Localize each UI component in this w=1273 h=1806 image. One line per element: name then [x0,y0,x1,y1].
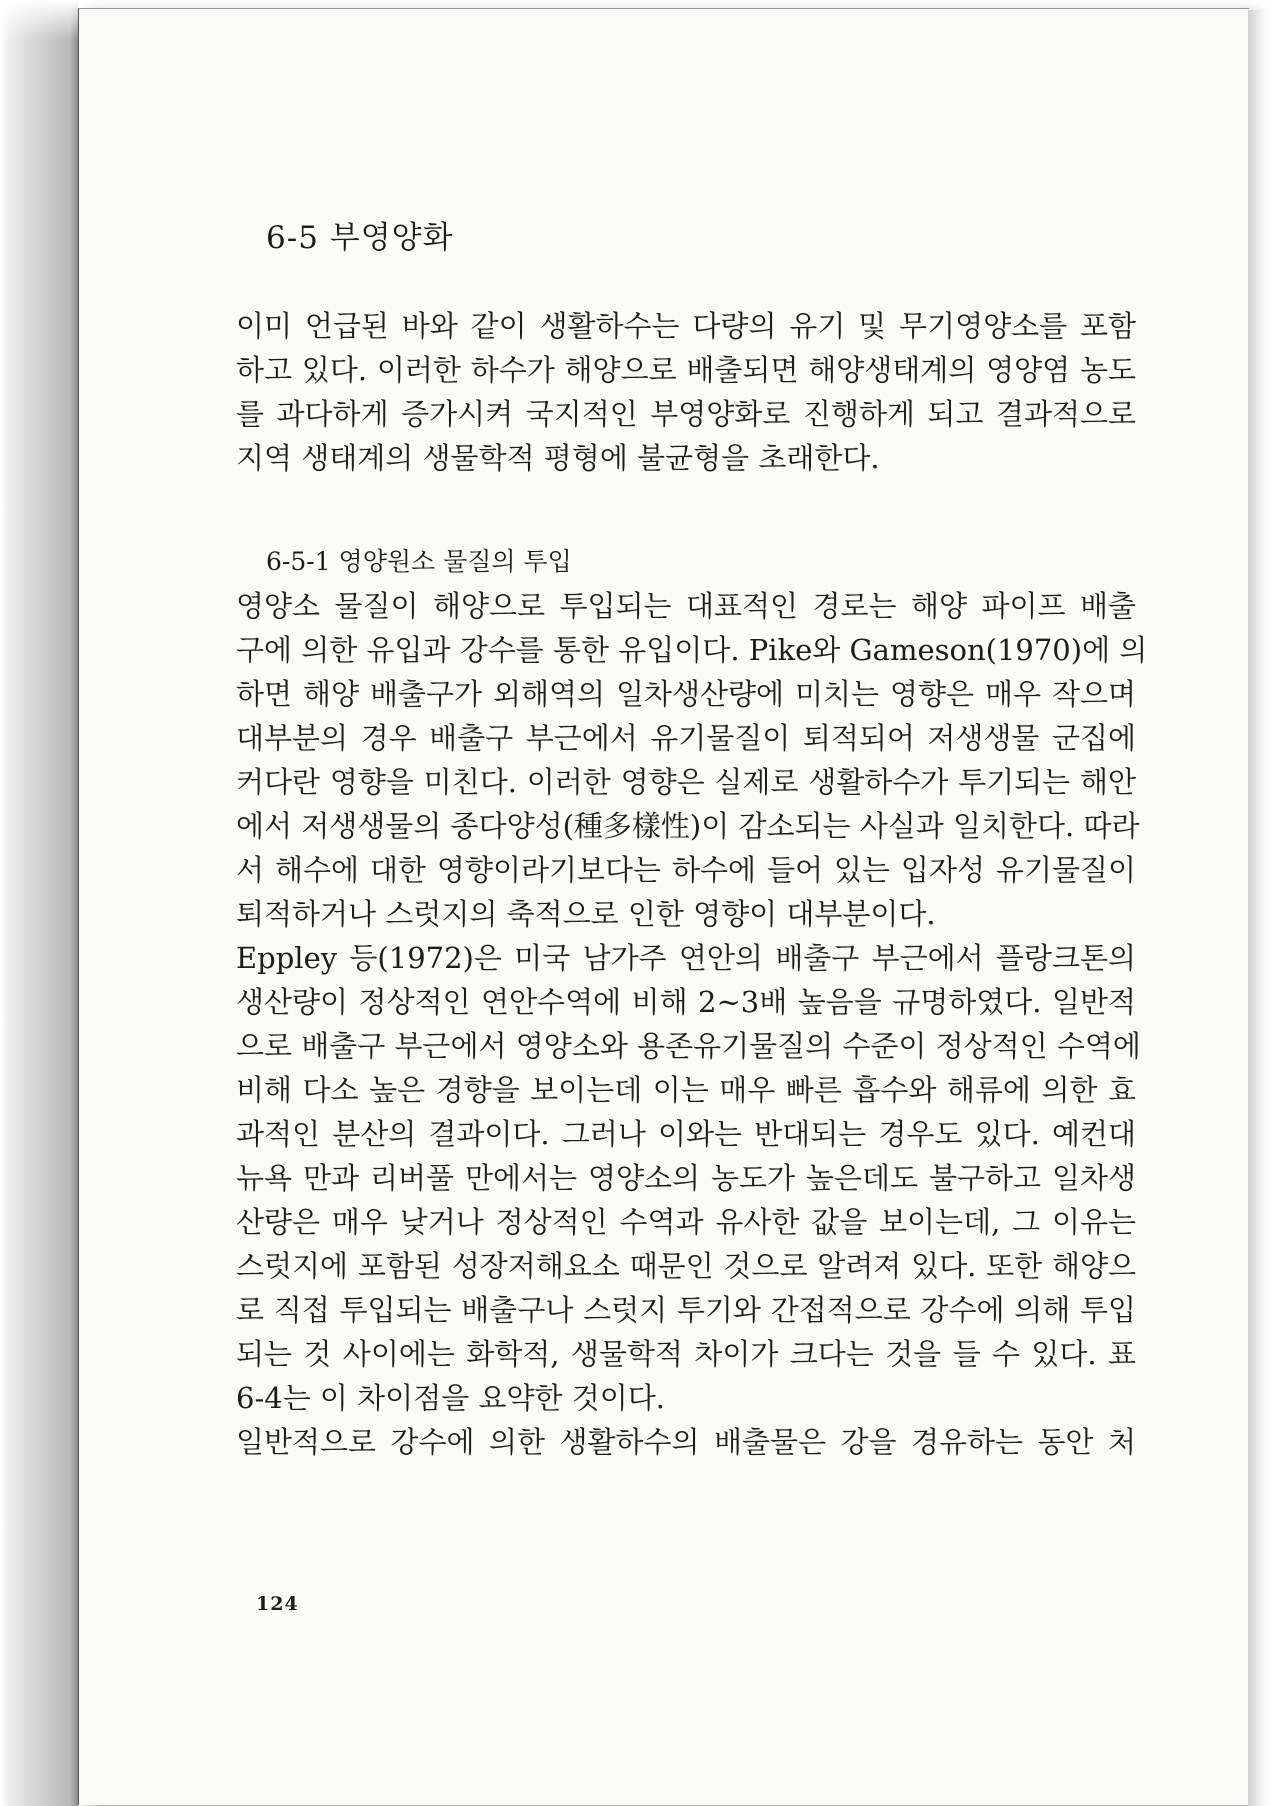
subsection-title: 6-5-1 영양원소 물질의 투입 [266,547,572,576]
intro-line: 이미 언급된 바와 같이 생활하수는 다량의 유기 및 무기영양소를 포함 [236,309,1136,343]
body-line: 커다란 영향을 미친다. 이러한 영향은 실제로 생활하수가 투기되는 해안 [236,765,1136,799]
body-line: 구에 의한 유입과 강수를 통한 유입이다. Pike와 Gameson(1970)에 의 [236,633,1148,667]
body-line: 영양소 물질이 해양으로 투입되는 대표적인 경로는 해양 파이프 배출 [236,589,1136,623]
body-line: 생산량이 정상적인 연안수역에 비해 2~3배 높음을 규명하였다. 일반적 [236,985,1136,1019]
body-line: 산량은 매우 낮거나 정상적인 수역과 유사한 값을 보이는데, 그 이유는 [236,1205,1136,1239]
page-number: 124 [256,1593,299,1615]
body-line: 뉴욕 만과 리버풀 만에서는 영양소의 농도가 높은데도 불구하고 일차생 [236,1161,1136,1195]
intro-line: 하고 있다. 이러한 하수가 해양으로 배출되면 해양생태계의 영양염 농도 [236,353,1136,387]
body-line: 6-4는 이 차이점을 요약한 것이다. [236,1381,665,1415]
body-line: 으로 배출구 부근에서 영양소와 용존유기물질의 수준이 정상적인 수역에 [236,1029,1141,1063]
book-spine-edge [0,0,78,1806]
body-line: 되는 것 사이에는 화학적, 생물학적 차이가 크다는 것을 들 수 있다. 표 [236,1337,1136,1371]
body-line: 일반적으로 강수에 의한 생활하수의 배출물은 강을 경유하는 동안 처 [236,1425,1136,1459]
page-right-shadow [1248,10,1273,1806]
section-title: 6-5 부영양화 [266,220,454,256]
intro-line: 를 과다하게 증가시켜 국지적인 부영양화로 진행하게 되고 결과적으로 [236,397,1136,431]
body-line: 과적인 분산의 결과이다. 그러나 이와는 반대되는 경우도 있다. 예컨대 [236,1117,1136,1151]
body-line: 로 직접 투입되는 배출구나 스럿지 투기와 간접적으로 강수에 의해 투입 [236,1293,1136,1327]
body-line: 서 해수에 대한 영향이라기보다는 하수에 들어 있는 입자성 유기물질이 [236,853,1136,887]
body-line: 비해 다소 높은 경향을 보이는데 이는 매우 빠른 흡수와 해류에 의한 효 [236,1073,1136,1107]
body-line: 하면 해양 배출구가 외해역의 일차생산량에 미치는 영향은 매우 작으며 [236,677,1136,711]
intro-line: 지역 생태계의 생물학적 평형에 불균형을 초래한다. [236,441,880,475]
spine-highlight [0,0,78,40]
body-line: Eppley 등(1972)은 미국 남가주 연안의 배출구 부근에서 플랑크톤의 [236,941,1136,975]
body-line: 에서 저생생물의 종다양성(種多樣性)이 감소되는 사실과 일치한다. 따라 [236,809,1140,843]
body-line: 대부분의 경우 배출구 부근에서 유기물질이 퇴적되어 저생생물 군집에 [236,721,1136,755]
body-line: 퇴적하거나 스럿지의 축적으로 인한 영향이 대부분이다. [236,897,936,931]
body-line: 스럿지에 포함된 성장저해요소 때문인 것으로 알려져 있다. 또한 해양으 [236,1249,1136,1283]
